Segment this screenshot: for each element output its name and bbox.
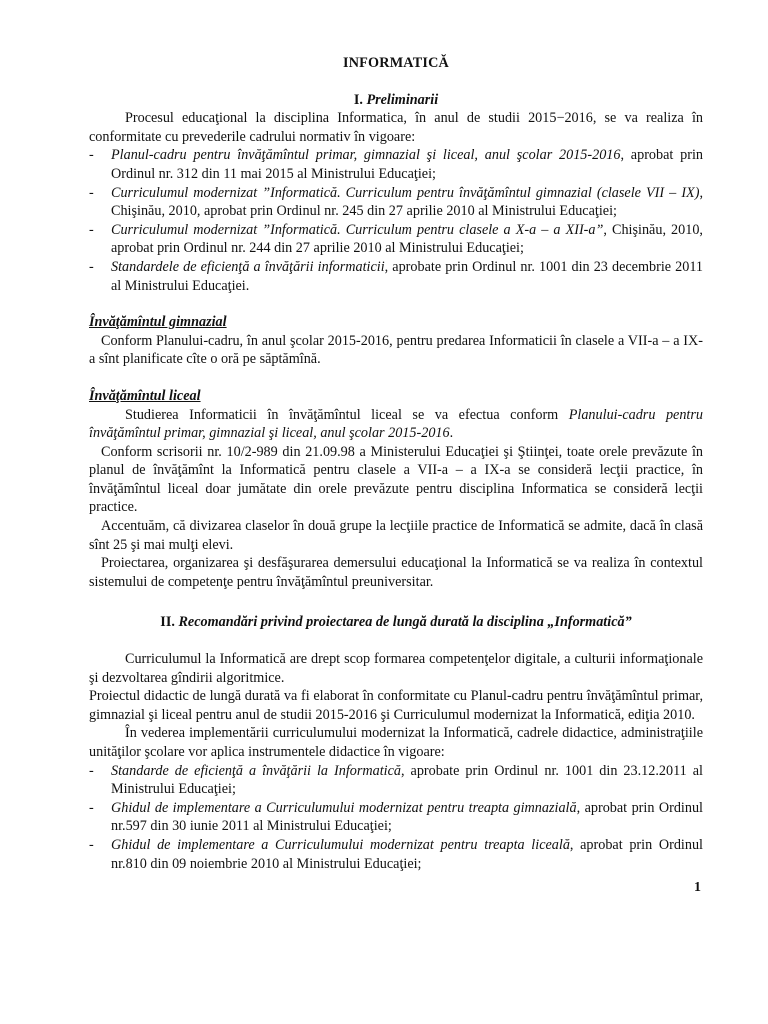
list-item: - Curriculumul modernizat ”Informatică. Curriculum pentru învăţămîntul gimnazial (clasele VII – IX), Chişinău, 2010, aprobat prin Ordinul nr. 245 din 27 aprilie 2010 al Ministrului Educaţiei;: [89, 184, 703, 220]
document-title: INFORMATICĂ: [343, 55, 449, 71]
dash-marker: -: [89, 836, 94, 853]
dash-marker: -: [89, 147, 94, 164]
liceal-heading: Învăţămîntul liceal: [89, 387, 201, 404]
list-item: - Standarde de eficienţă a învăţării la Informatică, aprobate prin Ordinul nr. 1001 din 23.12.2011 al Ministrului Educaţiei;: [89, 762, 703, 798]
gimnazial-heading: Învăţămîntul gimnazial: [89, 314, 227, 331]
liceal-paragraph-4: Proiectarea, organizarea şi desfăşurarea demersului educaţional la Informatică se va realiza în contextul sistemului de competenţe pentru învăţămîntul preuniversitar.: [89, 555, 703, 590]
gimnazial-paragraph: Conform Planului-cadru, în anul şcolar 2015-2016, pentru predarea Informaticii în clasele a VII-a – a IX-a sînt planificate cîte o oră pe săptămînă.: [89, 332, 703, 368]
section-2-heading: [89, 613, 703, 632]
section-1-intro: Procesul educaţional la disciplina Informatica, în anul de studii 2015−2016, se va realiza în conformitate cu prevederile cadrului normativ în vigoare:: [89, 110, 703, 145]
section-2-paragraph-3: În vederea implementării curriculumului modernizat la Informatică, cadrele didactice, administraţiile unităţilor şcolare vor aplica instrumentele didactice în vigoare:: [89, 725, 703, 760]
list-item: - Ghidul de implementare a Curriculumului modernizat pentru treapta liceală, aprobat prin Ordinul nr.810 din 09 noiembrie 2010 al Ministrului Educaţiei;: [89, 836, 703, 872]
dash-marker: -: [89, 799, 94, 816]
list-item: - Planul-cadru pentru învăţămîntul primar, gimnazial şi liceal, anul şcolar 2015-2016, aprobat prin Ordinul nr. 312 din 11 mai 2015 al Ministrului Educaţiei;: [89, 147, 703, 182]
dash-marker: -: [89, 221, 94, 238]
normative-list: [89, 146, 703, 295]
section-1-number: I.: [353, 91, 363, 108]
section-2-paragraph-2: Proiectul didactic de lungă durată va fi elaborat în conformitate cu Planul-cadru pentru învăţămîntul primar, gimnazial şi liceal pentru anul de studii 2015-2016 şi Curriculumul modernizat la Informatică, ediţia 2010.: [89, 688, 703, 723]
dash-marker: -: [89, 258, 94, 275]
page-content: [89, 54, 703, 873]
section-1-title: Preliminarii: [366, 91, 439, 108]
section-1-heading: [89, 91, 703, 110]
section-2-number: II.: [160, 614, 175, 631]
liceal-paragraph-2: Conform scrisorii nr. 10/2-989 din 21.09.98 a Ministerului Educaţiei şi Ştiinţei, toate orele prevăzute în planul de învăţămînt la Informatică pentru clasele a VII-a – a IX-a se consideră lecţii practice, în învăţămîntul liceal doar jumătate din orele prevăzute pentru disciplina Informatica se consideră lecţii practice.: [89, 443, 703, 516]
dash-marker: -: [89, 184, 94, 201]
list-item: - Curriculumul modernizat ”Informatică. Curriculum pentru clasele a X-a – a XII-a”, Chişinău, 2010, aprobat prin Ordinul nr. 244 din 27 aprilie 2010 al Ministrului Educaţiei;: [89, 221, 703, 257]
instruments-list: [89, 762, 703, 874]
section-2-title: Recomandări privind proiectarea de lungă durată la disciplina „Informatică”: [178, 614, 632, 631]
liceal-paragraph-1: Studierea Informaticii în învăţămîntul liceal se va efectua conform Planului-cadru pentru învăţămîntul primar, gimnazial şi liceal, anul şcolar 2015-2016.: [89, 406, 703, 442]
liceal-paragraph-3: Accentuăm, că divizarea claselor în două grupe la lecţiile practice de Informatică se admite, dacă în clasă sînt 25 şi mai mulţi elevi.: [89, 518, 703, 553]
list-item: - Ghidul de implementare a Curriculumului modernizat pentru treapta gimnazială, aprobat prin Ordinul nr.597 din 30 iunie 2011 al Ministrului Educaţiei;: [89, 799, 703, 835]
dash-marker: -: [89, 762, 94, 779]
list-item: - Standardele de eficienţă a învăţării informaticii, aprobate prin Ordinul nr. 1001 din 23 decembrie 2011 al Ministrului Educaţiei.: [89, 258, 703, 294]
section-2-paragraph-1: Curriculumul la Informatică are drept scop formarea competenţelor digitale, a culturii informaţionale şi dezvoltarea gîndirii algoritmice.: [89, 651, 703, 686]
page-number: 1: [694, 880, 701, 895]
